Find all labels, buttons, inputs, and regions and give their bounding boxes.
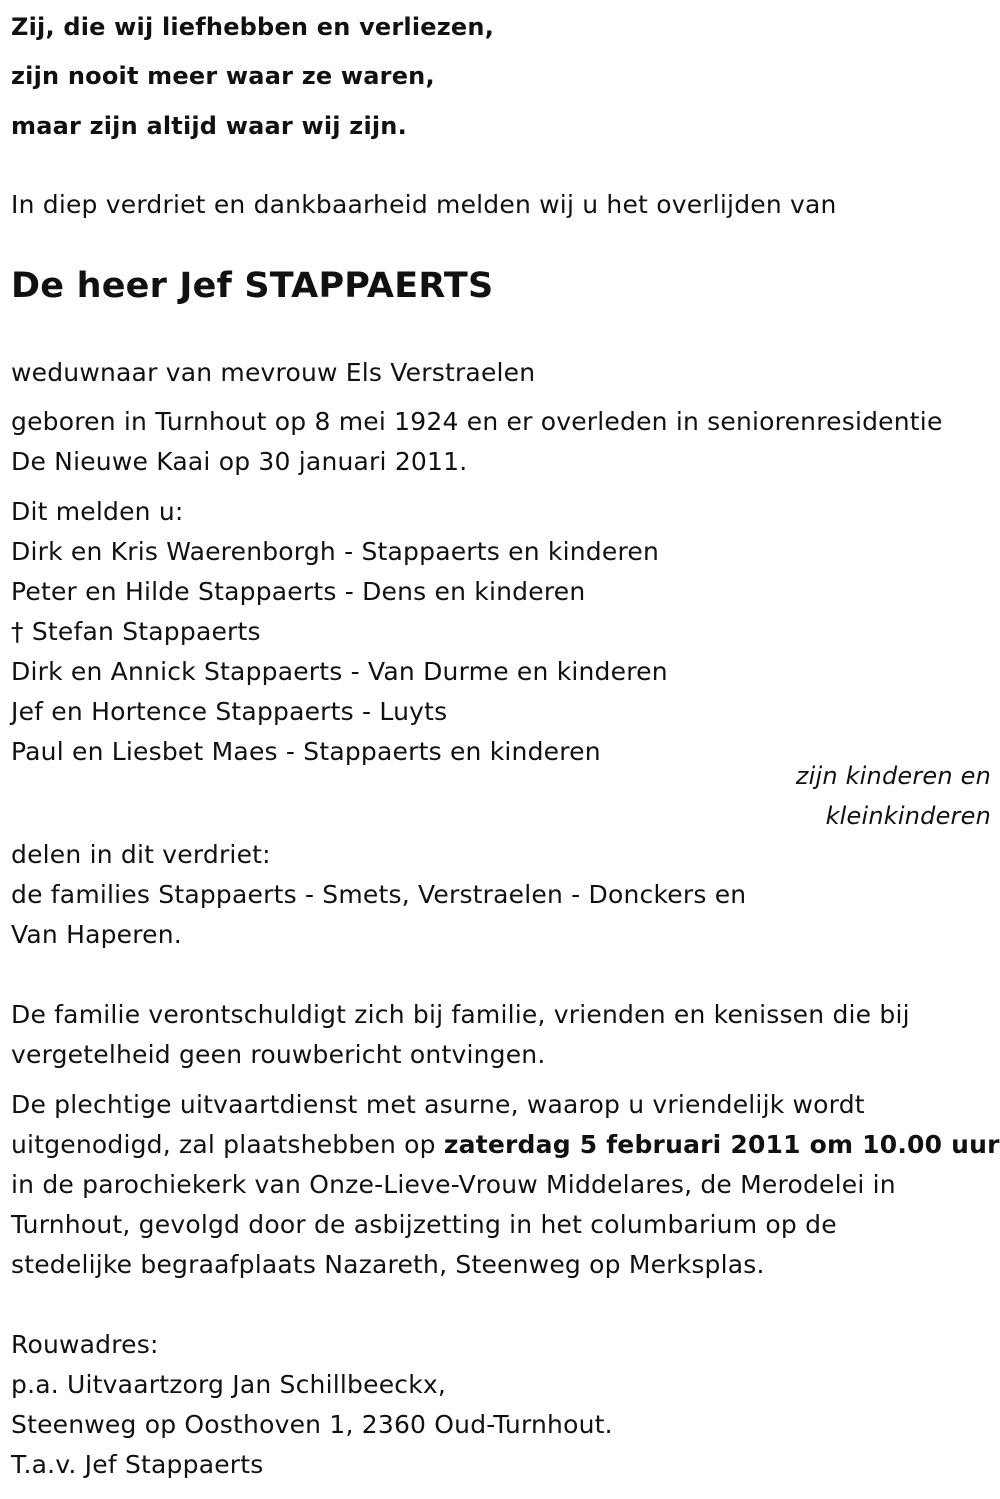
deceased-name: De heer Jef STAPPAERTS [11, 266, 494, 306]
family-member: Dirk en Annick Stappaerts - Van Durme en kinderen [11, 657, 668, 686]
children-note-line-2: kleinkinderen [825, 802, 991, 830]
intro-text: In diep verdriet en dankbaarheid melden wij u het overlijden van [11, 190, 837, 219]
birth-line-2: De Nieuwe Kaai op 30 januari 2011. [11, 447, 468, 476]
address-label: Rouwadres: [11, 1330, 159, 1359]
address-line-1: p.a. Uitvaartzorg Jan Schillbeeckx, [11, 1370, 447, 1399]
poem-line-3: maar zijn altijd waar wij zijn. [11, 112, 407, 140]
apology-line-2: vergetelheid geen rouwbericht ontvingen. [11, 1040, 546, 1069]
apology-line-1: De familie verontschuldigt zich bij familie, vrienden en kenissen die bij [11, 1000, 910, 1029]
family-member: Peter en Hilde Stappaerts - Dens en kinderen [11, 577, 586, 606]
widower-text: weduwnaar van mevrouw Els Verstraelen [11, 358, 536, 387]
family-member: Paul en Liesbet Maes - Stappaerts en kinderen [11, 737, 601, 766]
family-member: Dirk en Kris Waerenborgh - Stappaerts en kinderen [11, 537, 659, 566]
poem-line-1: Zij, die wij liefhebben en verliezen, [11, 13, 495, 41]
ceremony-line-5: stedelijke begraafplaats Nazareth, Steenweg op Merksplas. [11, 1250, 765, 1279]
ceremony-line-2 [11, 1130, 1000, 1160]
birth-line-1: geboren in Turnhout op 8 mei 1924 en er overleden in seniorenresidentie [11, 407, 943, 436]
address-line-2: Steenweg op Oosthoven 1, 2360 Oud-Turnhout. [11, 1410, 613, 1439]
ceremony-line-1: De plechtige uitvaartdienst met asurne, waarop u vriendelijk wordt [11, 1090, 865, 1119]
children-note-line-1: zijn kinderen en [795, 762, 991, 790]
family-member: Jef en Hortence Stappaerts - Luyts [11, 697, 448, 726]
address-line-3: T.a.v. Jef Stappaerts [11, 1450, 264, 1479]
ceremony-line-3: in de parochiekerk van Onze-Lieve-Vrouw Middelares, de Merodelei in [11, 1170, 896, 1199]
families-line-2: Van Haperen. [11, 920, 182, 949]
share-label: delen in dit verdriet: [11, 840, 271, 869]
ceremony-line-4: Turnhout, gevolgd door de asbijzetting in het columbarium op de [11, 1210, 837, 1239]
ceremony-invite-text: uitgenodigd, zal plaatshebben op [11, 1130, 444, 1159]
family-member: † Stefan Stappaerts [11, 617, 261, 646]
poem-line-2: zijn nooit meer waar ze waren, [11, 62, 435, 90]
announce-label: Dit melden u: [11, 497, 184, 526]
ceremony-date-time: zaterdag 5 februari 2011 om 10.00 uur [443, 1130, 1000, 1159]
families-line-1: de families Stappaerts - Smets, Verstraelen - Donckers en [11, 880, 747, 909]
